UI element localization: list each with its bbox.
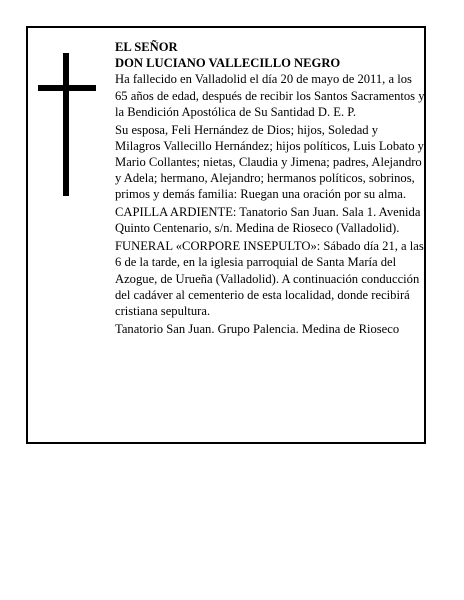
death-announcement: Ha fallecido en Valladolid el día 20 de mayo de 2011, a los 65 años de edad, después de recibir los Santos Sacramentos y la Bendición Apostólica de Su Santidad D. E. P. bbox=[115, 72, 425, 119]
notice-title-line1: EL SEÑOR bbox=[115, 40, 178, 54]
family-paragraph: Su esposa, Feli Hernández de Dios; hijos, Soledad y Milagros Vallecillo Hernández; hijos políticos, Luis Lobato y Mario Collantes; nietas, Claudia y Jimena; padres, Alejandro y Adela; hermano, Alejandro; hermanos políticos, sobrinos, primos y demás familia: Ruegan una oración por su alma. bbox=[115, 122, 424, 202]
notice-body bbox=[115, 39, 425, 339]
cross-icon-bar bbox=[38, 85, 96, 91]
chapel-info: CAPILLA ARDIENTE: Tanatorio San Juan. Sala 1. Avenida Quinto Centenario, s/n. Medina de Rioseco (Valladolid). bbox=[115, 205, 421, 236]
deceased-name: DON LUCIANO VALLECILLO NEGRO bbox=[115, 56, 341, 71]
funeral-home: Tanatorio San Juan. Grupo Palencia. Medina de Rioseco bbox=[115, 321, 400, 336]
funeral-info: FUNERAL «CORPORE INSEPULTO»: Sábado día 21, a las 6 de la tarde, en la iglesia parroquial de Santa María del Azogue, de Urueña (Valladolid). A continuación conducción del cadáver al cementerio de esta localidad, donde recibirá cristiana sepultura. bbox=[115, 239, 424, 319]
cross-icon bbox=[63, 53, 69, 196]
